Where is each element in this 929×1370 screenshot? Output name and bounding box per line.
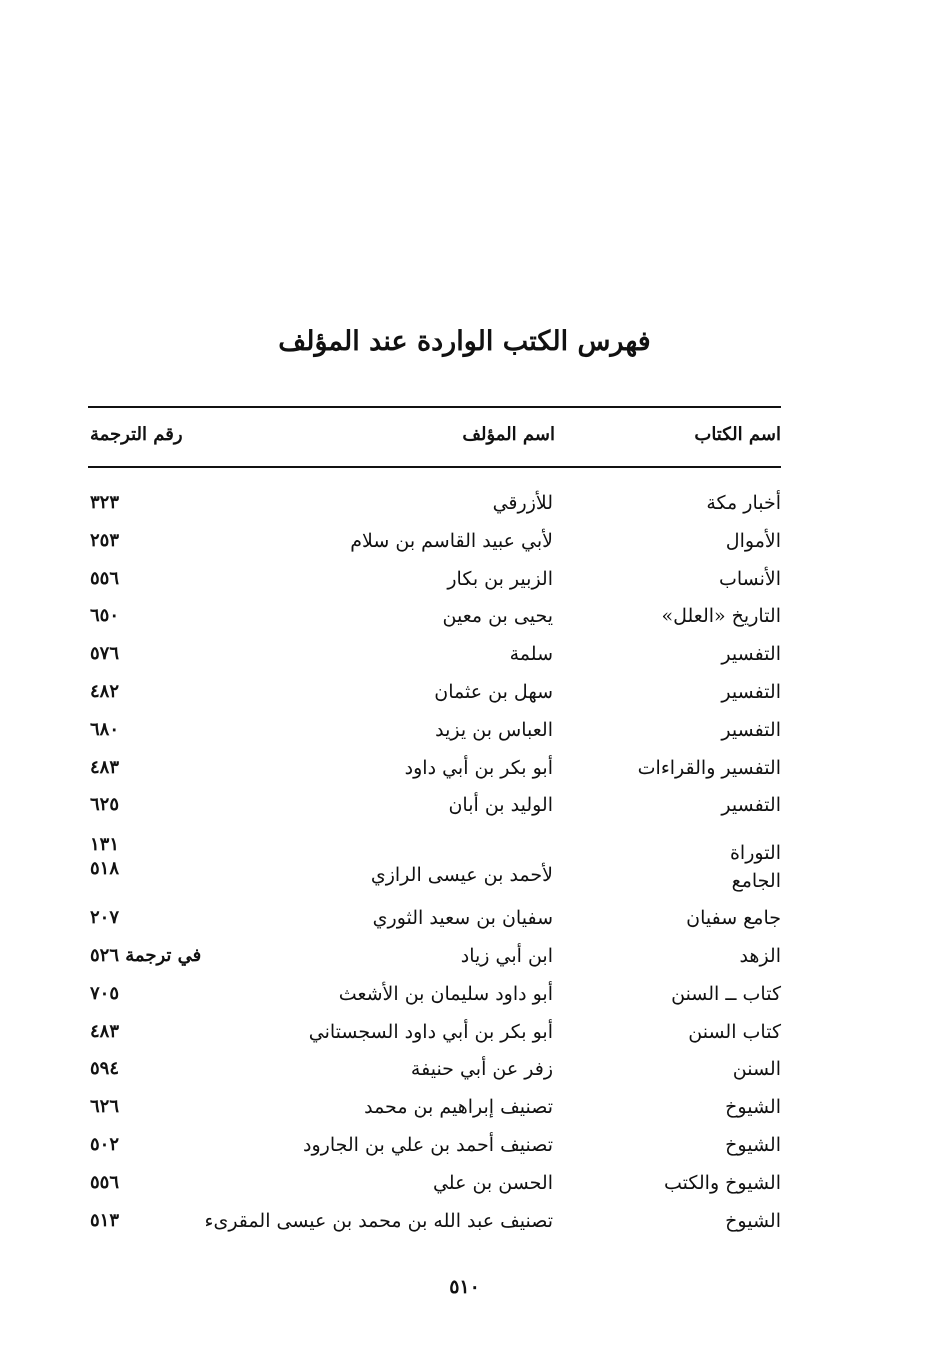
book-name: الجامع <box>731 870 781 893</box>
book-name: الشيوخ <box>725 1096 781 1119</box>
entry-number: ٥٧٦ <box>90 643 120 665</box>
book-name: الأنساب <box>718 567 781 590</box>
table-row <box>0 717 929 755</box>
table-row <box>0 566 929 604</box>
author-name: لأحمد بن عيسى الرازي <box>370 864 553 887</box>
book-name: كتاب السنن <box>688 1020 781 1043</box>
author-name: ابن أبي زياد <box>460 944 553 967</box>
table-row <box>0 1170 929 1208</box>
entry-number: ١٣١ <box>90 834 120 856</box>
book-name: الشيوخ <box>725 1133 781 1156</box>
page-title: فهرس الكتب الواردة عند المؤلف <box>278 326 651 357</box>
table-row <box>0 1208 929 1246</box>
author-name: يحيى بن معين <box>442 605 553 628</box>
book-name: جامع سفيان <box>686 907 781 930</box>
entry-number: ٤٨٣ <box>90 756 120 778</box>
author-name: لأبي عبيد القاسم بن سلام <box>350 529 553 552</box>
table-row <box>0 603 929 641</box>
author-name: أبو بكر بن أبي داود <box>404 756 553 779</box>
table-row <box>0 1019 929 1057</box>
column-header-book: اسم الكتاب <box>694 424 781 445</box>
entry-number: ٥١٨ <box>90 858 120 880</box>
entry-number: ٦٥٠ <box>90 605 120 627</box>
book-name: التفسير <box>721 643 781 666</box>
book-name: التوراة <box>729 842 781 865</box>
table-row <box>0 755 929 793</box>
entry-number: ٦٨٠ <box>90 718 120 740</box>
entry-number: في ترجمة ٥٢٦ <box>90 944 202 966</box>
book-name: الأموال <box>725 529 781 552</box>
entry-number: ٣٢٣ <box>90 492 120 513</box>
author-name: للأزرقي <box>492 492 553 514</box>
book-name: الزهد <box>739 944 781 967</box>
author-name: الزبير بن بكار <box>447 567 553 590</box>
author-name: تصنيف عبد الله بن محمد بن عيسى المقرىء <box>204 1209 553 1232</box>
entry-number: ٥٠٢ <box>90 1133 120 1155</box>
table-row <box>0 792 929 830</box>
table-row <box>0 679 929 717</box>
entry-number: ٤٨٢ <box>90 680 120 702</box>
author-name: زفر عن أبي حنيفة <box>410 1058 553 1081</box>
book-name: التفسير والقراءات <box>637 756 781 779</box>
entry-number: ٧٠٥ <box>90 982 120 1004</box>
table-row <box>0 490 929 528</box>
author-name: سفيان بن سعيد الثوري <box>372 907 553 930</box>
entry-number: ٢٥٣ <box>90 529 120 551</box>
book-name: التاريخ «العلل» <box>661 605 781 628</box>
book-name: الشيوخ والكتب <box>664 1171 781 1194</box>
entry-number: ٥١٣ <box>90 1209 120 1231</box>
author-name: الحسن بن علي <box>432 1171 553 1194</box>
book-name: كتاب ــ السنن <box>671 982 781 1005</box>
table-body <box>0 490 929 1245</box>
table-row <box>0 943 929 981</box>
entry-number: ٥٥٦ <box>90 1171 120 1193</box>
column-header-number: رقم الترجمة <box>90 424 183 445</box>
entry-number: ٥٩٤ <box>90 1058 120 1080</box>
table-row <box>0 528 929 566</box>
table-row <box>0 830 929 905</box>
book-name: الشيوخ <box>725 1209 781 1232</box>
table-row <box>0 1056 929 1094</box>
author-name: العباس بن يزيد <box>435 718 553 741</box>
author-name: سلمة <box>509 643 553 666</box>
entry-number: ٦٢٥ <box>90 794 120 816</box>
book-name: التفسير <box>721 794 781 817</box>
author-name: سهل بن عثمان <box>434 680 553 703</box>
table-row <box>0 1094 929 1132</box>
book-name: التفسير <box>721 680 781 703</box>
author-name: أبو بكر بن أبي داود السجستاني <box>308 1020 553 1043</box>
entry-number: ٤٨٣ <box>90 1020 120 1042</box>
author-name: تصنيف أحمد بن علي بن الجارود <box>303 1133 553 1156</box>
author-name: تصنيف إبراهيم بن محمد <box>364 1096 553 1119</box>
book-name: السنن <box>732 1058 781 1081</box>
book-name: أخبار مكة <box>706 492 781 514</box>
book-name: التفسير <box>721 718 781 741</box>
table-top-rule <box>88 406 781 408</box>
table-row <box>0 981 929 1019</box>
entry-number: ٢٠٧ <box>90 907 120 929</box>
author-name: الوليد بن أبان <box>448 794 553 817</box>
table-row <box>0 641 929 679</box>
table-row <box>0 905 929 943</box>
entry-number: ٥٥٦ <box>90 567 120 589</box>
column-header-author: اسم المؤلف <box>462 424 555 445</box>
author-name: أبو داود سليمان بن الأشعث <box>338 982 553 1005</box>
page-number: ٥١٠ <box>449 1276 480 1298</box>
table-header-rule <box>88 466 781 468</box>
table-row <box>0 1132 929 1170</box>
entry-number: ٦٢٦ <box>90 1096 120 1118</box>
